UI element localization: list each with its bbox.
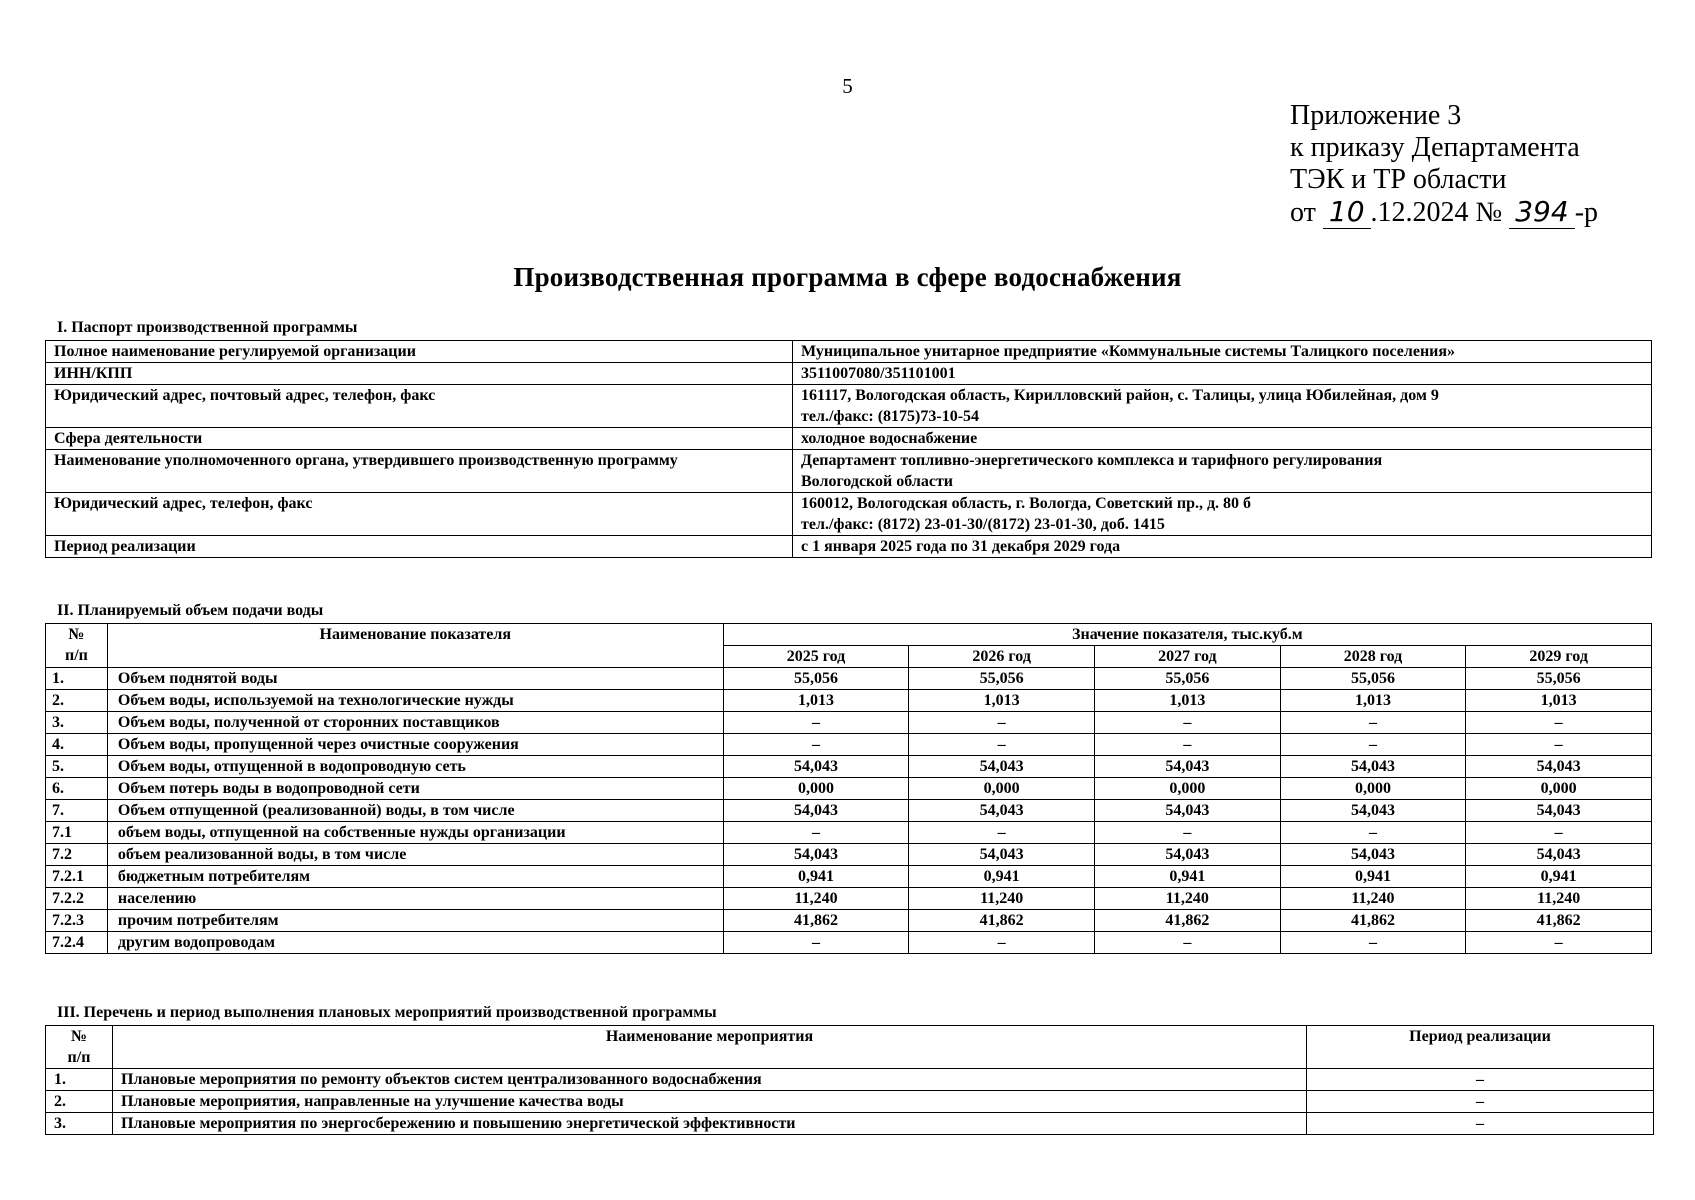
water-volume-table <box>45 623 1652 954</box>
passport-table <box>45 340 1652 558</box>
section-2-title: II. Планируемый объем подачи воды <box>57 602 324 619</box>
indicator-value: 41,862 <box>909 910 1095 932</box>
row-number: 7.1 <box>46 822 108 844</box>
passport-row <box>46 385 1652 428</box>
year-header: 2028 год <box>1280 646 1466 668</box>
indicator-name: Объем поднятой воды <box>107 668 723 690</box>
passport-row <box>46 493 1652 536</box>
passport-label: Сфера деятельности <box>46 428 793 450</box>
row-number: 1. <box>46 668 108 690</box>
indicator-value: – <box>909 822 1095 844</box>
date-rest: .12.2024 № <box>1370 197 1503 228</box>
measure-number: 1. <box>46 1069 113 1091</box>
measure-number: 3. <box>46 1113 113 1135</box>
indicator-value: 55,056 <box>1466 668 1652 690</box>
passport-value <box>793 536 1652 558</box>
year-header: 2026 год <box>909 646 1095 668</box>
passport-value-line-2: Вологодской области <box>801 473 954 490</box>
indicator-value: 41,862 <box>1095 910 1281 932</box>
measure-period: – <box>1307 1091 1654 1113</box>
volume-row <box>46 734 1652 756</box>
passport-row <box>46 341 1652 363</box>
indicator-name: Объем потерь воды в водопроводной сети <box>107 778 723 800</box>
indicator-value: 55,056 <box>1095 668 1281 690</box>
passport-label: ИНН/КПП <box>46 363 793 385</box>
appendix-line-1: Приложение 3 <box>1290 100 1462 131</box>
page-number: 5 <box>842 74 853 98</box>
measures-col-num-header: № п/п <box>46 1026 113 1069</box>
indicator-value: 54,043 <box>1466 756 1652 778</box>
measure-name: Плановые мероприятия по энергосбережению и повышению энергетической эффективности <box>113 1113 1307 1135</box>
indicator-value: 11,240 <box>1466 888 1652 910</box>
row-number: 7.2.4 <box>46 932 108 954</box>
row-number: 2. <box>46 690 108 712</box>
indicator-name: Объем воды, полученной от сторонних поставщиков <box>107 712 723 734</box>
indicator-value: 0,941 <box>1466 866 1652 888</box>
indicator-value: 1,013 <box>1280 690 1466 712</box>
appendix-line-2: к приказу Департамента <box>1290 132 1580 163</box>
measures-col-period-header: Период реализации <box>1307 1026 1654 1069</box>
indicator-value: – <box>1280 932 1466 954</box>
indicator-value: 1,013 <box>1466 690 1652 712</box>
col-values-header: Значение показателя, тыс.куб.м <box>723 624 1651 646</box>
indicator-value: 11,240 <box>909 888 1095 910</box>
indicator-value: – <box>909 734 1095 756</box>
indicator-value: 0,941 <box>723 866 909 888</box>
indicator-value: – <box>1466 822 1652 844</box>
indicator-value: – <box>1280 712 1466 734</box>
indicator-value: 54,043 <box>1280 800 1466 822</box>
passport-value-line-1: Департамент топливно-энергетического комплекса и тарифного регулирования <box>801 452 1383 469</box>
indicator-value: – <box>723 712 909 734</box>
indicator-value: 54,043 <box>909 844 1095 866</box>
volume-row <box>46 668 1652 690</box>
handwritten-number: 394 <box>1509 195 1574 229</box>
passport-value <box>793 450 1652 493</box>
year-header: 2029 год <box>1466 646 1652 668</box>
passport-value <box>793 493 1652 536</box>
passport-value-line-1: 161117, Вологодская область, Кирилловский район, с. Талицы, улица Юбилейная, дом 9 <box>801 387 1439 404</box>
indicator-value: 0,000 <box>1280 778 1466 800</box>
passport-value <box>793 341 1652 363</box>
row-number: 6. <box>46 778 108 800</box>
measure-number: 2. <box>46 1091 113 1113</box>
measure-row <box>46 1069 1654 1091</box>
row-number: 7. <box>46 800 108 822</box>
indicator-value: 1,013 <box>723 690 909 712</box>
indicator-name: Объем воды, используемой на технологические нужды <box>107 690 723 712</box>
volume-row <box>46 712 1652 734</box>
indicator-value: – <box>1095 712 1281 734</box>
row-number: 5. <box>46 756 108 778</box>
indicator-value: – <box>909 932 1095 954</box>
indicator-value: 0,000 <box>723 778 909 800</box>
date-prefix: от <box>1290 197 1316 228</box>
passport-label: Наименование уполномоченного органа, утвердившего производственную программу <box>46 450 793 493</box>
measure-period: – <box>1307 1113 1654 1135</box>
indicator-value: – <box>909 712 1095 734</box>
indicator-value: 41,862 <box>1466 910 1652 932</box>
measures-table <box>45 1025 1654 1135</box>
indicator-value: 11,240 <box>1280 888 1466 910</box>
indicator-name: объем воды, отпущенной на собственные нужды организации <box>107 822 723 844</box>
indicator-value: 54,043 <box>1095 756 1281 778</box>
passport-row <box>46 450 1652 493</box>
passport-value <box>793 363 1652 385</box>
volume-row <box>46 800 1652 822</box>
passport-value-line-1: 3511007080/351101001 <box>801 365 956 382</box>
row-number: 3. <box>46 712 108 734</box>
passport-label: Период реализации <box>46 536 793 558</box>
indicator-value: 0,000 <box>1095 778 1281 800</box>
measures-col-name-header: Наименование мероприятия <box>113 1026 1307 1069</box>
passport-row <box>46 363 1652 385</box>
measure-period: – <box>1307 1069 1654 1091</box>
measure-row <box>46 1113 1654 1135</box>
passport-label: Юридический адрес, телефон, факс <box>46 493 793 536</box>
indicator-value: 54,043 <box>1280 844 1466 866</box>
number-suffix: -р <box>1574 197 1599 228</box>
indicator-name: Объем воды, отпущенной в водопроводную сеть <box>107 756 723 778</box>
volume-row <box>46 756 1652 778</box>
indicator-value: 0,000 <box>1466 778 1652 800</box>
passport-value-line-1: 160012, Вологодская область, г. Вологда, Советский пр., д. 80 б <box>801 495 1252 512</box>
appendix-date-line <box>1290 196 1598 229</box>
indicator-value: – <box>1280 822 1466 844</box>
measure-row <box>46 1091 1654 1113</box>
indicator-value: 0,941 <box>909 866 1095 888</box>
indicator-value: 1,013 <box>1095 690 1281 712</box>
passport-value-line-1: холодное водоснабжение <box>801 430 978 447</box>
indicator-value: 55,056 <box>909 668 1095 690</box>
indicator-value: – <box>1466 734 1652 756</box>
measure-name: Плановые мероприятия по ремонту объектов систем централизованного водоснабжения <box>113 1069 1307 1091</box>
appendix-header <box>1290 100 1598 229</box>
indicator-value: 54,043 <box>1095 800 1281 822</box>
indicator-value: – <box>1466 712 1652 734</box>
section-1-title: I. Паспорт производственной программы <box>57 319 358 336</box>
indicator-value: – <box>1095 932 1281 954</box>
indicator-value: 54,043 <box>723 844 909 866</box>
indicator-value: – <box>1466 932 1652 954</box>
indicator-value: – <box>723 932 909 954</box>
indicator-value: – <box>1095 734 1281 756</box>
row-number: 7.2.1 <box>46 866 108 888</box>
indicator-name: Объем воды, пропущенной через очистные сооружения <box>107 734 723 756</box>
indicator-value: 54,043 <box>1095 844 1281 866</box>
volume-row <box>46 822 1652 844</box>
passport-value-line-2: тел./факс: (8175)73-10-54 <box>801 408 980 425</box>
row-number: 7.2.3 <box>46 910 108 932</box>
indicator-value: – <box>1280 734 1466 756</box>
volume-row <box>46 888 1652 910</box>
measure-name: Плановые мероприятия, направленные на улучшение качества воды <box>113 1091 1307 1113</box>
indicator-value: – <box>723 822 909 844</box>
indicator-name: объем реализованной воды, в том числе <box>107 844 723 866</box>
indicator-value: 55,056 <box>1280 668 1466 690</box>
indicator-value: 54,043 <box>723 756 909 778</box>
indicator-value: 55,056 <box>723 668 909 690</box>
indicator-value: 0,000 <box>909 778 1095 800</box>
passport-label: Юридический адрес, почтовый адрес, телефон, факс <box>46 385 793 428</box>
volume-row <box>46 778 1652 800</box>
col-num-header: № п/п <box>46 624 108 668</box>
indicator-value: 41,862 <box>723 910 909 932</box>
year-header: 2025 год <box>723 646 909 668</box>
volume-row <box>46 866 1652 888</box>
indicator-name: Объем отпущенной (реализованной) воды, в том числе <box>107 800 723 822</box>
appendix-line-3: ТЭК и ТР области <box>1290 164 1507 195</box>
row-number: 4. <box>46 734 108 756</box>
passport-value-line-1: с 1 января 2025 года по 31 декабря 2029 года <box>801 538 1121 555</box>
indicator-name: прочим потребителям <box>107 910 723 932</box>
volume-row <box>46 910 1652 932</box>
indicator-name: другим водопроводам <box>107 932 723 954</box>
indicator-value: 0,941 <box>1095 866 1281 888</box>
indicator-value: 11,240 <box>1095 888 1281 910</box>
passport-value <box>793 428 1652 450</box>
row-number: 7.2 <box>46 844 108 866</box>
indicator-value: – <box>723 734 909 756</box>
volume-row <box>46 844 1652 866</box>
indicator-name: бюджетным потребителям <box>107 866 723 888</box>
section-3-title: III. Перечень и период выполнения плановых мероприятий производственной программы <box>57 1004 717 1021</box>
indicator-name: населению <box>107 888 723 910</box>
indicator-value: – <box>1095 822 1281 844</box>
indicator-value: 54,043 <box>909 800 1095 822</box>
indicator-value: 54,043 <box>1466 800 1652 822</box>
handwritten-day: 10 <box>1323 195 1371 229</box>
indicator-value: 1,013 <box>909 690 1095 712</box>
indicator-value: 0,941 <box>1280 866 1466 888</box>
passport-row <box>46 428 1652 450</box>
volume-row <box>46 932 1652 954</box>
indicator-value: 54,043 <box>909 756 1095 778</box>
passport-value <box>793 385 1652 428</box>
passport-value-line-1: Муниципальное унитарное предприятие «Коммунальные системы Талицкого поселения» <box>801 343 1456 360</box>
document-title: Производственная программа в сфере водоснабжения <box>513 262 1182 292</box>
indicator-value: 54,043 <box>723 800 909 822</box>
passport-row <box>46 536 1652 558</box>
volume-row <box>46 690 1652 712</box>
indicator-value: 54,043 <box>1280 756 1466 778</box>
row-number: 7.2.2 <box>46 888 108 910</box>
passport-value-line-2: тел./факс: (8172) 23-01-30/(8172) 23-01-30, доб. 1415 <box>801 516 1165 533</box>
col-name-header: Наименование показателя <box>107 624 723 668</box>
passport-label: Полное наименование регулируемой организации <box>46 341 793 363</box>
indicator-value: 11,240 <box>723 888 909 910</box>
indicator-value: 54,043 <box>1466 844 1652 866</box>
year-header: 2027 год <box>1095 646 1281 668</box>
indicator-value: 41,862 <box>1280 910 1466 932</box>
